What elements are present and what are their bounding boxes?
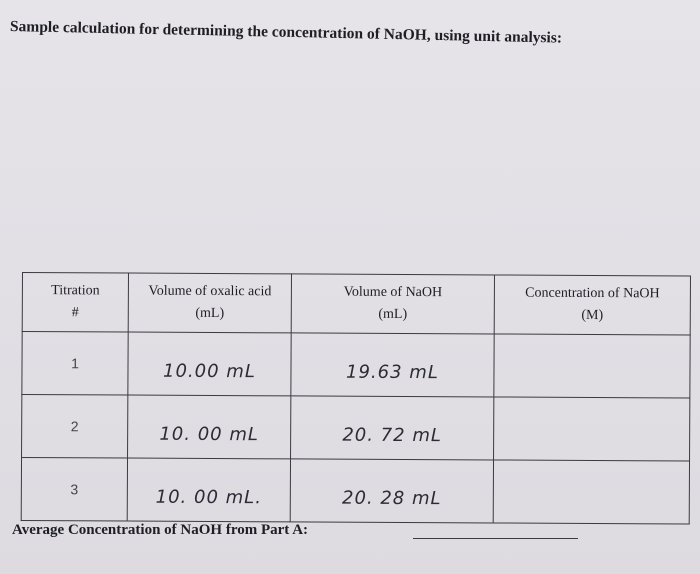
header-naoh-concentration bbox=[494, 275, 690, 335]
oxalic-volume-cell[interactable]: 10. 00 mL bbox=[128, 395, 291, 459]
header-naoh-line2: (mL) bbox=[378, 306, 408, 323]
table-header-row bbox=[22, 273, 690, 335]
table-row bbox=[22, 332, 690, 398]
header-oxalic-line1: Volume of oxalic acid bbox=[148, 283, 272, 300]
naoh-volume-cell[interactable]: 20. 72 mL bbox=[291, 396, 494, 460]
header-oxalic-line2: (mL) bbox=[195, 305, 225, 322]
header-naoh-line1: Volume of NaOH bbox=[343, 284, 443, 301]
header-oxalic-volume bbox=[128, 273, 291, 333]
header-naoh-volume bbox=[291, 274, 494, 334]
header-conc-line1: Concentration of NaOH bbox=[525, 285, 660, 302]
table-row bbox=[22, 395, 690, 461]
header-titration bbox=[22, 273, 128, 333]
worksheet-heading: Sample calculation for determining the concentration of NaOH, using unit analysis: bbox=[9, 18, 563, 47]
oxalic-volume-cell[interactable]: 10.00 mL bbox=[128, 332, 291, 396]
titration-number: 2 bbox=[22, 395, 128, 459]
concentration-cell[interactable] bbox=[494, 397, 690, 461]
concentration-cell[interactable] bbox=[493, 460, 689, 524]
oxalic-volume-cell[interactable]: 10. 00 mL. bbox=[127, 458, 290, 522]
titration-number: 1 bbox=[22, 332, 128, 396]
titration-number: 3 bbox=[21, 458, 127, 522]
average-concentration-label: Average Concentration of NaOH from Part A: bbox=[12, 522, 309, 538]
concentration-cell[interactable] bbox=[494, 334, 690, 398]
naoh-volume-cell[interactable]: 20. 28 mL bbox=[290, 459, 493, 523]
table-row bbox=[21, 458, 689, 524]
naoh-volume-cell[interactable]: 19.63 mL bbox=[291, 333, 494, 397]
header-titration-line1: Titration bbox=[51, 283, 100, 299]
header-titration-line2: # bbox=[71, 305, 79, 321]
average-concentration-blank[interactable] bbox=[413, 538, 578, 539]
titration-table bbox=[21, 272, 691, 524]
header-conc-line2: (M) bbox=[581, 307, 604, 324]
